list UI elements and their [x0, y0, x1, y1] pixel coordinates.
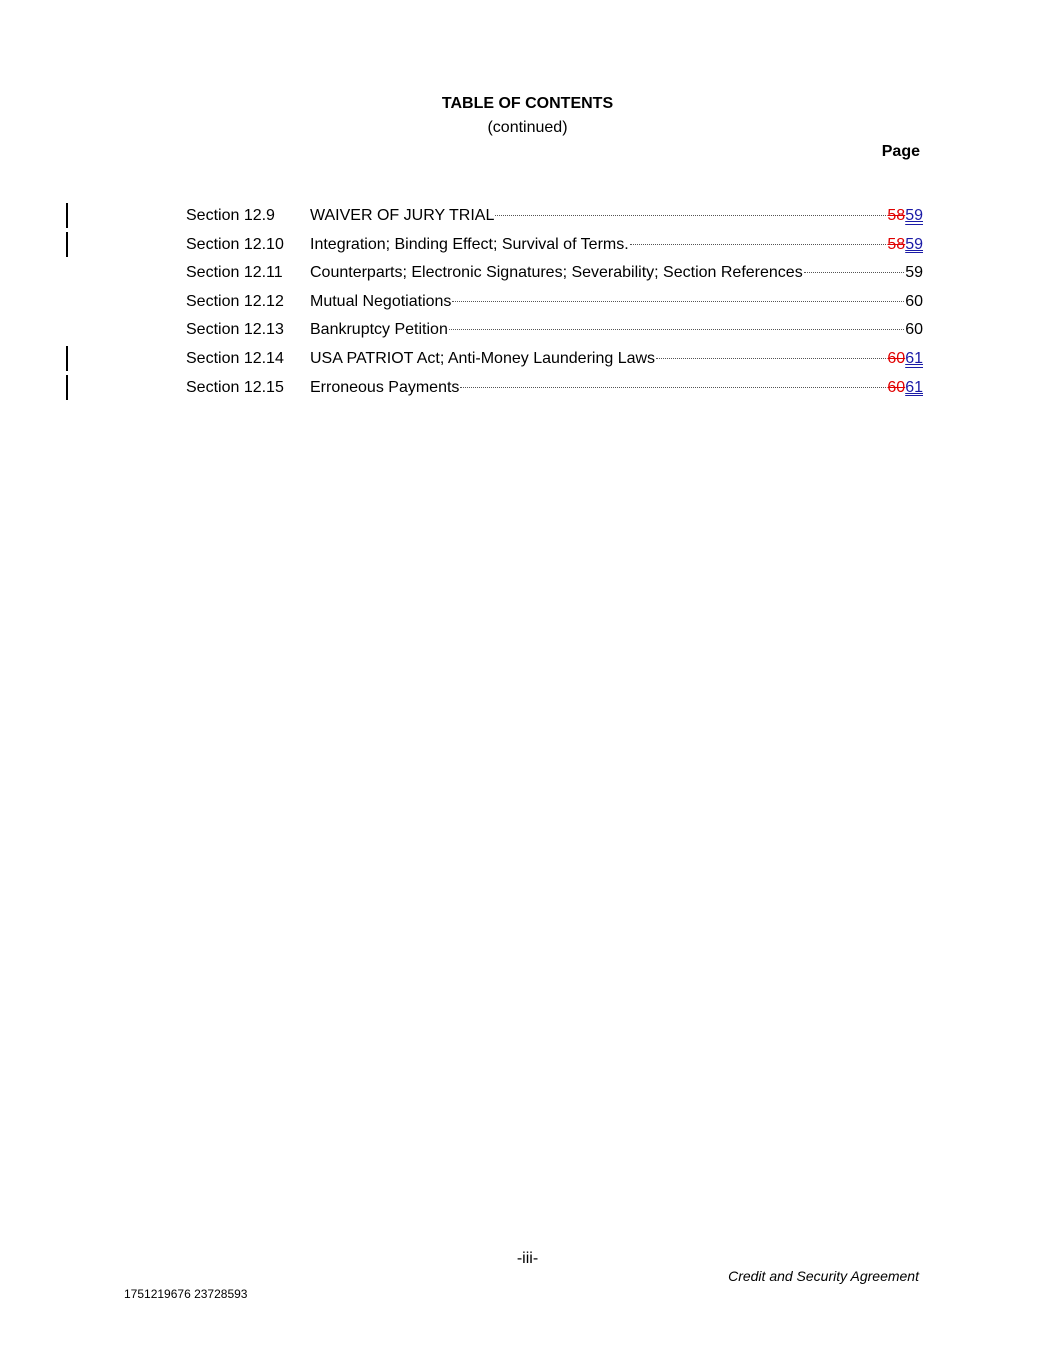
toc-entry[interactable]: [0, 347, 1055, 376]
toc-entry[interactable]: [0, 376, 1055, 405]
section-number: Section 12.9: [186, 207, 275, 224]
section-title[interactable]: Erroneous Payments: [310, 378, 460, 396]
inserted-page-number[interactable]: 61: [905, 378, 923, 396]
dot-leader: [495, 215, 886, 216]
inserted-page-number[interactable]: 59: [905, 207, 923, 224]
toc-entry[interactable]: [0, 233, 1055, 262]
section-number: Section 12.15: [186, 378, 284, 396]
section-number: Section 12.10: [186, 235, 284, 253]
page-number: [887, 204, 923, 228]
section-title[interactable]: Mutual Negotiations: [310, 292, 452, 310]
page-number: [887, 347, 923, 371]
change-bar: [66, 375, 68, 400]
toc-entry[interactable]: [0, 204, 1055, 233]
dot-leader: [804, 272, 905, 273]
section-number: Section 12.12: [186, 292, 284, 310]
toc-subtitle: (continued): [487, 119, 568, 136]
section-number: Section 12.14: [186, 349, 284, 367]
deleted-page-number: 58: [887, 235, 906, 253]
inserted-page-number[interactable]: 61: [905, 349, 923, 367]
footer-document-id: 1751219676 23728593: [124, 1287, 248, 1301]
change-bar: [66, 203, 68, 228]
toc-list: [0, 204, 1055, 404]
toc-title: TABLE OF CONTENTS: [441, 95, 614, 112]
deleted-page-number: 58: [887, 207, 906, 224]
change-bar: [66, 346, 68, 371]
toc-entry[interactable]: [0, 261, 1055, 290]
change-bar: [66, 232, 68, 257]
deleted-page-number: 60: [887, 349, 906, 367]
section-title[interactable]: Bankruptcy Petition: [310, 321, 448, 339]
footer-page-number: -iii-: [516, 1250, 539, 1267]
inserted-page-number[interactable]: 59: [905, 235, 923, 253]
dot-leader: [460, 387, 886, 388]
section-title[interactable]: Counterparts; Electronic Signatures; Severability; Section References: [310, 264, 803, 282]
toc-entry[interactable]: [0, 290, 1055, 319]
section-title[interactable]: WAIVER OF JURY TRIAL: [310, 207, 495, 224]
page-number: 59: [905, 264, 923, 282]
dot-leader: [656, 358, 886, 359]
section-title[interactable]: USA PATRIOT Act; Anti-Money Laundering Laws: [310, 349, 656, 367]
page-number: 60: [905, 321, 923, 339]
dot-leader: [630, 244, 887, 245]
toc-entry[interactable]: [0, 318, 1055, 347]
section-number: Section 12.11: [186, 264, 283, 282]
section-title[interactable]: Integration; Binding Effect; Survival of Terms.: [310, 235, 629, 253]
dot-leader: [452, 301, 904, 302]
page-column-header: Page: [881, 143, 920, 160]
footer-document-name: Credit and Security Agreement: [728, 1268, 919, 1284]
dot-leader: [449, 329, 904, 330]
section-number: Section 12.13: [186, 321, 284, 339]
page-number: 60: [905, 292, 923, 310]
page-number: [887, 233, 923, 257]
deleted-page-number: 60: [887, 378, 906, 396]
page-number: [887, 376, 923, 400]
